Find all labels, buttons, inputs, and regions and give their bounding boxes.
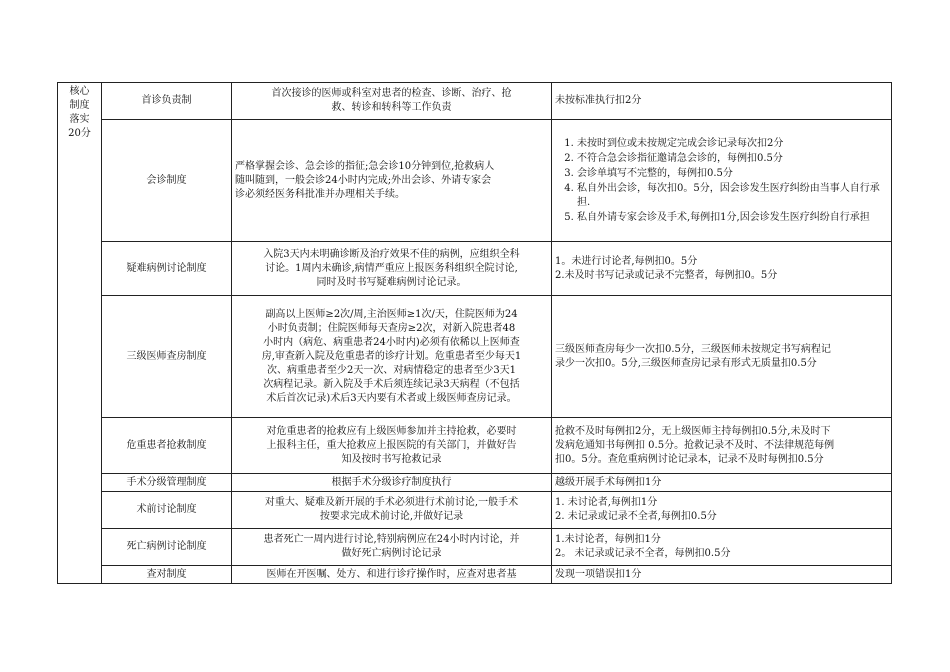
penalty-cell: 抢救不及时每例扣2分，无上级医师主持每例扣0.5分,未及时下 发病危通知书每例扣 0.5分。抢救记录不及时、不法律规范每例 扣0。5分。查危重病例讨论记录本，记录不及时每例扣0.5分: [552, 418, 892, 474]
system-name: 术前讨论制度: [102, 492, 232, 529]
standard-cell: 医师在开医嘱、处方、和进行诊疗操作时，应查对患者基: [232, 566, 552, 584]
table-row: [58, 492, 892, 529]
category-cell: 核心 制度 落实 20分: [58, 83, 102, 584]
system-name: 疑难病例讨论制度: [102, 242, 232, 296]
penalty-cell: 1. 未讨论者,每例扣1分 2. 未记录或记录不全者,每例扣0.5分: [552, 492, 892, 529]
penalty-cell: 发现一项错误扣1分: [552, 566, 892, 584]
system-name: 危重患者抢救制度: [102, 418, 232, 474]
penalty-list: [555, 137, 888, 225]
system-name: 首诊负责制: [102, 83, 232, 120]
standard-cell: 根据手术分级诊疗制度执行: [232, 474, 552, 492]
system-name: 会诊制度: [102, 120, 232, 242]
system-name: 三级医师查房制度: [102, 296, 232, 418]
penalty-cell: 未按标准执行扣2分: [552, 83, 892, 120]
table-row: [58, 242, 892, 296]
penalty-cell: [552, 120, 892, 242]
penalty-cell: 1.未讨论者，每例扣1分 2。 未记录或记录不全者，每例扣0.5分: [552, 529, 892, 566]
standard-cell: 严格掌握会诊、急会诊的指征;急会诊10分钟到位,抢救病人 随叫随到，一般会诊24小时内完成;外出会诊、外请专家会 诊必须经医务科批准并办理相关手续。: [232, 120, 552, 242]
standard-cell: 入院3天内未明确诊断及治疗效果不佳的病例，应组织全科 讨论。1周内未确诊,病情严重应上报医务科组织全院讨论, 同时及时书写疑难病例讨论记录。: [232, 242, 552, 296]
system-name: 死亡病例讨论制度: [102, 529, 232, 566]
table-row: [58, 296, 892, 418]
list-item: 2. 不符合急会诊指征邀请急会诊的，每例扣0.5分: [577, 152, 888, 166]
penalty-cell: 越级开展手术每例扣1分: [552, 474, 892, 492]
table-row: [58, 120, 892, 242]
system-name: 手术分级管理制度: [102, 474, 232, 492]
table-row: [58, 418, 892, 474]
penalty-cell: 1。未进行讨论者,每例扣0。5分 2.未及时书写记录或记录不完整者，每例扣0。5分: [552, 242, 892, 296]
list-item: 4. 私自外出会诊，每次扣0。5分，因会诊发生医疗纠纷由当事人自行承担.: [577, 182, 888, 210]
list-item: 5. 私自外请专家会诊及手术,每例扣1分,因会诊发生医疗纠纷自行承担: [577, 211, 888, 225]
standard-cell: 对危重患者的抢救应有上级医师参加并主持抢救，必要时 上报科主任，重大抢救应上报医院的有关部门，并做好告 知及按时书写抢救记录: [232, 418, 552, 474]
standard-cell: 副高以上医师≥2次/周,主治医师≥1次/天，住院医师为24 小时负责制；住院医师每天查房≥2次，对新入院患者48 小时内（病危、病重患者24小时内)必须有依稀以上医师查 房,审查新入院及危重患者的诊疗计划。危重患者至少每天1 次、病重患者至少2天一次、对病情稳定的患者至少3天1 次病程记录。新入院及手术后须连续记录3天病程（不包括 术后首次记录)术后3天内要有术者或上级医师查房记录。: [232, 296, 552, 418]
list-item: 3. 会诊单填写不完整的，每例扣0.5分: [577, 167, 888, 181]
table-row: [58, 566, 892, 584]
list-item: 1. 未按时到位或未按规定完成会诊记录每次扣2分: [577, 137, 888, 151]
standard-cell: 首次接诊的医师或科室对患者的检查、诊断、治疗、抢 救、转诊和转科等工作负责: [232, 83, 552, 120]
penalty-cell: 三级医师查房每少一次扣0.5分，三级医师未按规定书写病程记 录少一次扣0。5分,三级医师查房记录有形式无质量扣0.5分: [552, 296, 892, 418]
standard-cell: 患者死亡一周内进行讨论,特别病例应在24小时内讨论，并 做好死亡病例讨论记录: [232, 529, 552, 566]
standard-cell: 对重大、疑难及新开展的手术必须进行术前讨论,一般手术 按要求完成术前讨论,并做好记录: [232, 492, 552, 529]
system-name: 查对制度: [102, 566, 232, 584]
table-row: [58, 474, 892, 492]
assessment-table: [57, 82, 892, 584]
table-row: [58, 83, 892, 120]
table-row: [58, 529, 892, 566]
